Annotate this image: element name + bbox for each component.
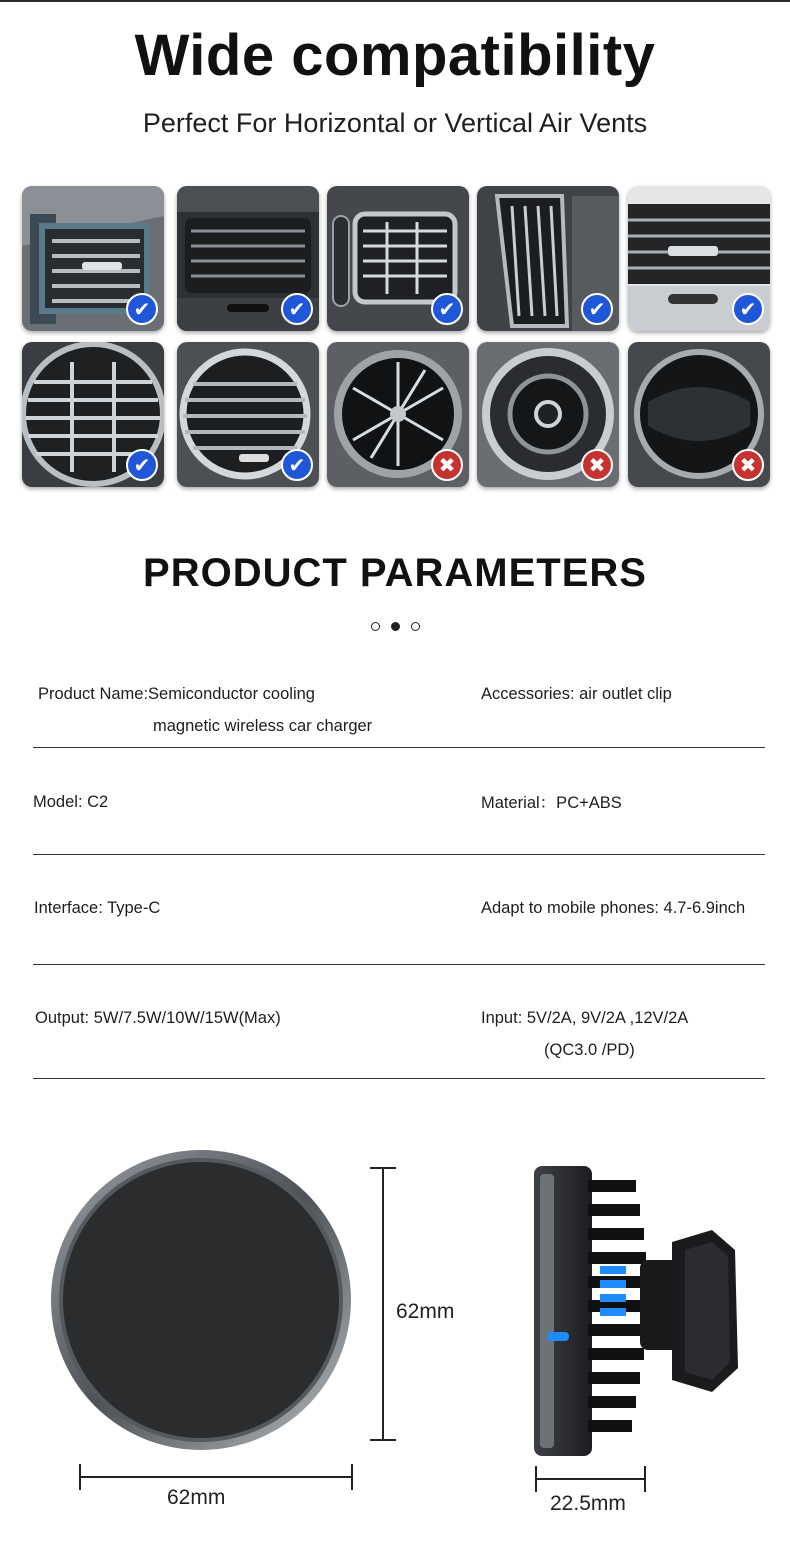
- top-divider: [0, 0, 790, 2]
- vent-photo-vertical: [477, 186, 619, 331]
- vent-photo-carbon-frame: [22, 186, 164, 331]
- cross-icon: ✖: [581, 449, 613, 481]
- cross-icon: ✖: [431, 449, 463, 481]
- check-icon: ✔: [281, 449, 313, 481]
- vent-photo-chrome-rectangular: [327, 186, 469, 331]
- param-material: Material：PC+ABS: [481, 794, 622, 812]
- carousel-dots: [371, 622, 420, 631]
- vent-photo-round-grille: [22, 342, 164, 487]
- page-subtitle: Perfect For Horizontal or Vertical Air Vents: [142, 108, 648, 138]
- param-adapt: Adapt to mobile phones: 4.7-6.9inch: [481, 899, 746, 917]
- check-icon: ✔: [126, 449, 158, 481]
- check-icon: ✔: [126, 293, 158, 325]
- depth-dimension-line: [536, 1466, 645, 1492]
- table-divider: [33, 964, 765, 965]
- dot-indicator-active: [391, 622, 400, 631]
- param-model: Model: C2: [33, 793, 109, 811]
- param-input-cont: (QC3.0 /PD): [544, 1041, 635, 1059]
- height-dimension-line: [370, 1168, 396, 1440]
- param-output: Output: 5W/7.5W/10W/15W(Max): [35, 1009, 281, 1027]
- width-dimension-label: 62mm: [167, 1486, 226, 1509]
- table-divider: [33, 1078, 765, 1079]
- param-product-name: Product Name:Semiconductor cooling: [38, 685, 315, 703]
- vent-photo-horizontal-slim: [628, 186, 770, 331]
- param-input: Input: 5V/2A, 9V/2A ,12V/2A: [481, 1009, 689, 1027]
- vent-photo-round-horizontal: [177, 342, 319, 487]
- cross-icon: ✖: [732, 449, 764, 481]
- charger-front-view: [51, 1150, 351, 1450]
- param-product-name-cont: magnetic wireless car charger: [153, 717, 373, 735]
- vent-photo-round-ring: [477, 342, 619, 487]
- vent-photo-horizontal-wide: [177, 186, 319, 331]
- check-icon: ✔: [431, 293, 463, 325]
- vent-compatibility-grid: [22, 186, 770, 488]
- section-title-product-parameters: PRODUCT PARAMETERS: [143, 551, 647, 595]
- dot-indicator: [371, 622, 380, 631]
- charger-side-view: [534, 1166, 738, 1456]
- vent-photo-round-louver: [628, 342, 770, 487]
- check-icon: ✔: [732, 293, 764, 325]
- vent-photo-round-spoked: [327, 342, 469, 487]
- page-title: Wide compatibility: [134, 23, 656, 88]
- height-dimension-label: 62mm: [396, 1300, 455, 1323]
- depth-dimension-label: 22.5mm: [550, 1492, 626, 1515]
- check-icon: ✔: [581, 293, 613, 325]
- table-divider: [33, 747, 765, 748]
- table-divider: [33, 854, 765, 855]
- dot-indicator: [411, 622, 420, 631]
- product-dimension-diagram: [0, 1100, 790, 1550]
- param-accessories: Accessories: air outlet clip: [481, 685, 672, 703]
- param-interface: Interface: Type-C: [34, 899, 161, 917]
- check-icon: ✔: [281, 293, 313, 325]
